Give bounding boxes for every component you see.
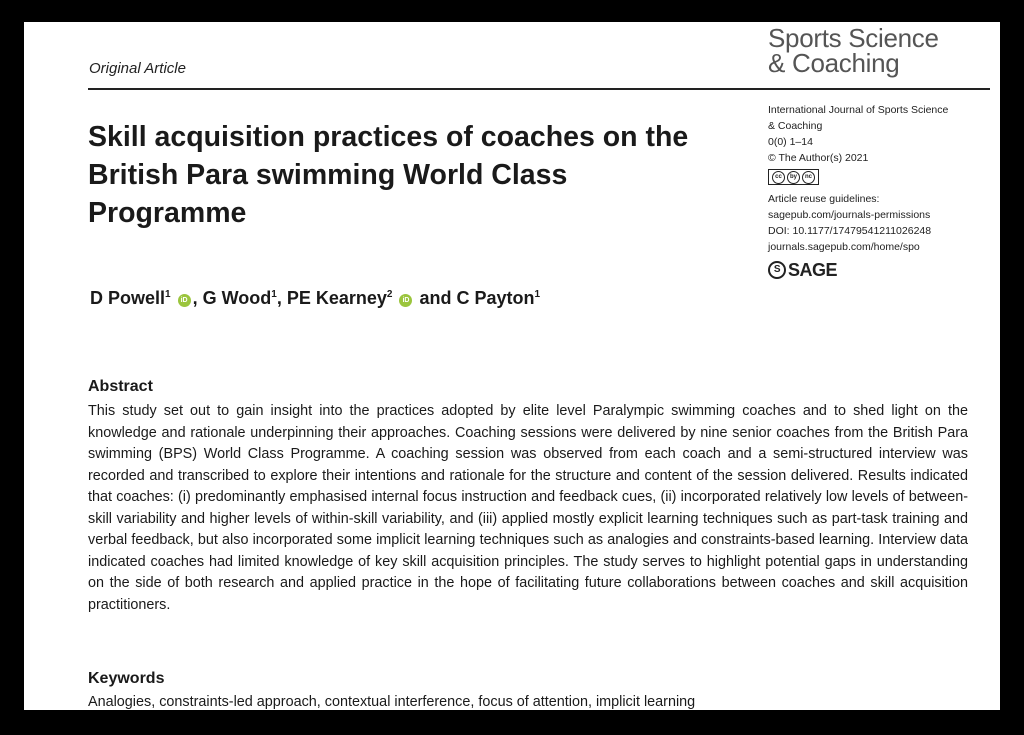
reuse-link[interactable]: sagepub.com/journals-permissions bbox=[768, 209, 931, 221]
copyright: © The Author(s) 2021 bbox=[768, 152, 869, 164]
keywords-text: Analogies, constraints-led approach, contextual interference, focus of attention, implicit learning bbox=[88, 694, 696, 710]
cc-icon: cc bbox=[772, 171, 785, 184]
affiliation-mark: 1 bbox=[534, 289, 541, 300]
keywords-heading: Keywords bbox=[88, 670, 165, 687]
reuse-label: Article reuse guidelines: bbox=[768, 193, 880, 205]
nc-icon: nc bbox=[802, 171, 815, 184]
abstract-text: This study set out to gain insight into the practices adopted by elite level Paralympic swimming coaches and to shed light on the knowledge and rationale underpinning their approaches. Coaching sessions were delivered by nine senior coaches from the British Para swimming (BPS) World Class Programme. A coaching session was observed from each coach and a semi-structured interview was recorded and transcribed to explore their intentions and rationale for the structure and content of the session delivered. Results indicated that coaches: (i) predominantly emphasised internal focus instruction and feedback cues, (ii) incorporated relatively low levels of between-skill variability and higher levels of within-skill variability, and (iii) applied mostly explicit learning techniques such as part-task training and verbal feedback, but also incorporated some implicit learning techniques such as analogies and constraints-based learning. Interview data indicated coaches had limited knowledge of key skill acquisition principles. The study serves to highlight potential gaps in understanding on the side of both research and applied practice in the hope of facilitating future collaborations between coaches and skill acquisition practitioners. bbox=[88, 403, 968, 613]
header-divider bbox=[88, 88, 990, 90]
publisher-logo bbox=[768, 261, 988, 279]
journal-name-line1: International Journal of Sports Science bbox=[768, 104, 949, 116]
affiliation-mark: 2 bbox=[386, 289, 393, 300]
journal-name-line2: & Coaching bbox=[768, 120, 823, 132]
journal-link[interactable]: journals.sagepub.com/home/spo bbox=[768, 241, 920, 253]
creative-commons-badge[interactable] bbox=[768, 169, 819, 185]
affiliation-mark: 1 bbox=[271, 289, 277, 300]
article-page bbox=[24, 22, 1000, 710]
author-separator: and bbox=[414, 288, 457, 308]
author-name[interactable]: C Payton bbox=[456, 288, 535, 308]
journal-brand-line1: Sports Science bbox=[768, 23, 939, 53]
section-label: Original Article bbox=[89, 60, 186, 77]
author-list bbox=[90, 288, 540, 309]
journal-brand bbox=[768, 23, 939, 78]
doi[interactable]: DOI: 10.1177/17479541211026248 bbox=[768, 225, 932, 237]
by-icon: by bbox=[787, 171, 800, 184]
volume-pages: 0(0) 1–14 bbox=[768, 136, 813, 148]
abstract-heading: Abstract bbox=[88, 378, 153, 395]
author-separator: , bbox=[192, 288, 203, 308]
publisher-name: SAGE bbox=[788, 260, 838, 280]
author-name[interactable]: D Powell bbox=[90, 288, 166, 308]
publication-metadata bbox=[768, 102, 988, 279]
article-title: Skill acquisition practices of coaches on the British Para swimming World Class Programme bbox=[88, 121, 689, 229]
author-name[interactable]: G Wood bbox=[202, 288, 272, 308]
sage-icon: S bbox=[768, 261, 786, 279]
author-name[interactable]: PE Kearney bbox=[286, 288, 387, 308]
orcid-icon[interactable]: iD bbox=[178, 294, 191, 307]
affiliation-mark: 1 bbox=[165, 289, 171, 300]
journal-brand-line2: & Coaching bbox=[768, 48, 900, 78]
orcid-icon[interactable]: iD bbox=[399, 294, 412, 307]
author-separator: , bbox=[276, 288, 287, 308]
